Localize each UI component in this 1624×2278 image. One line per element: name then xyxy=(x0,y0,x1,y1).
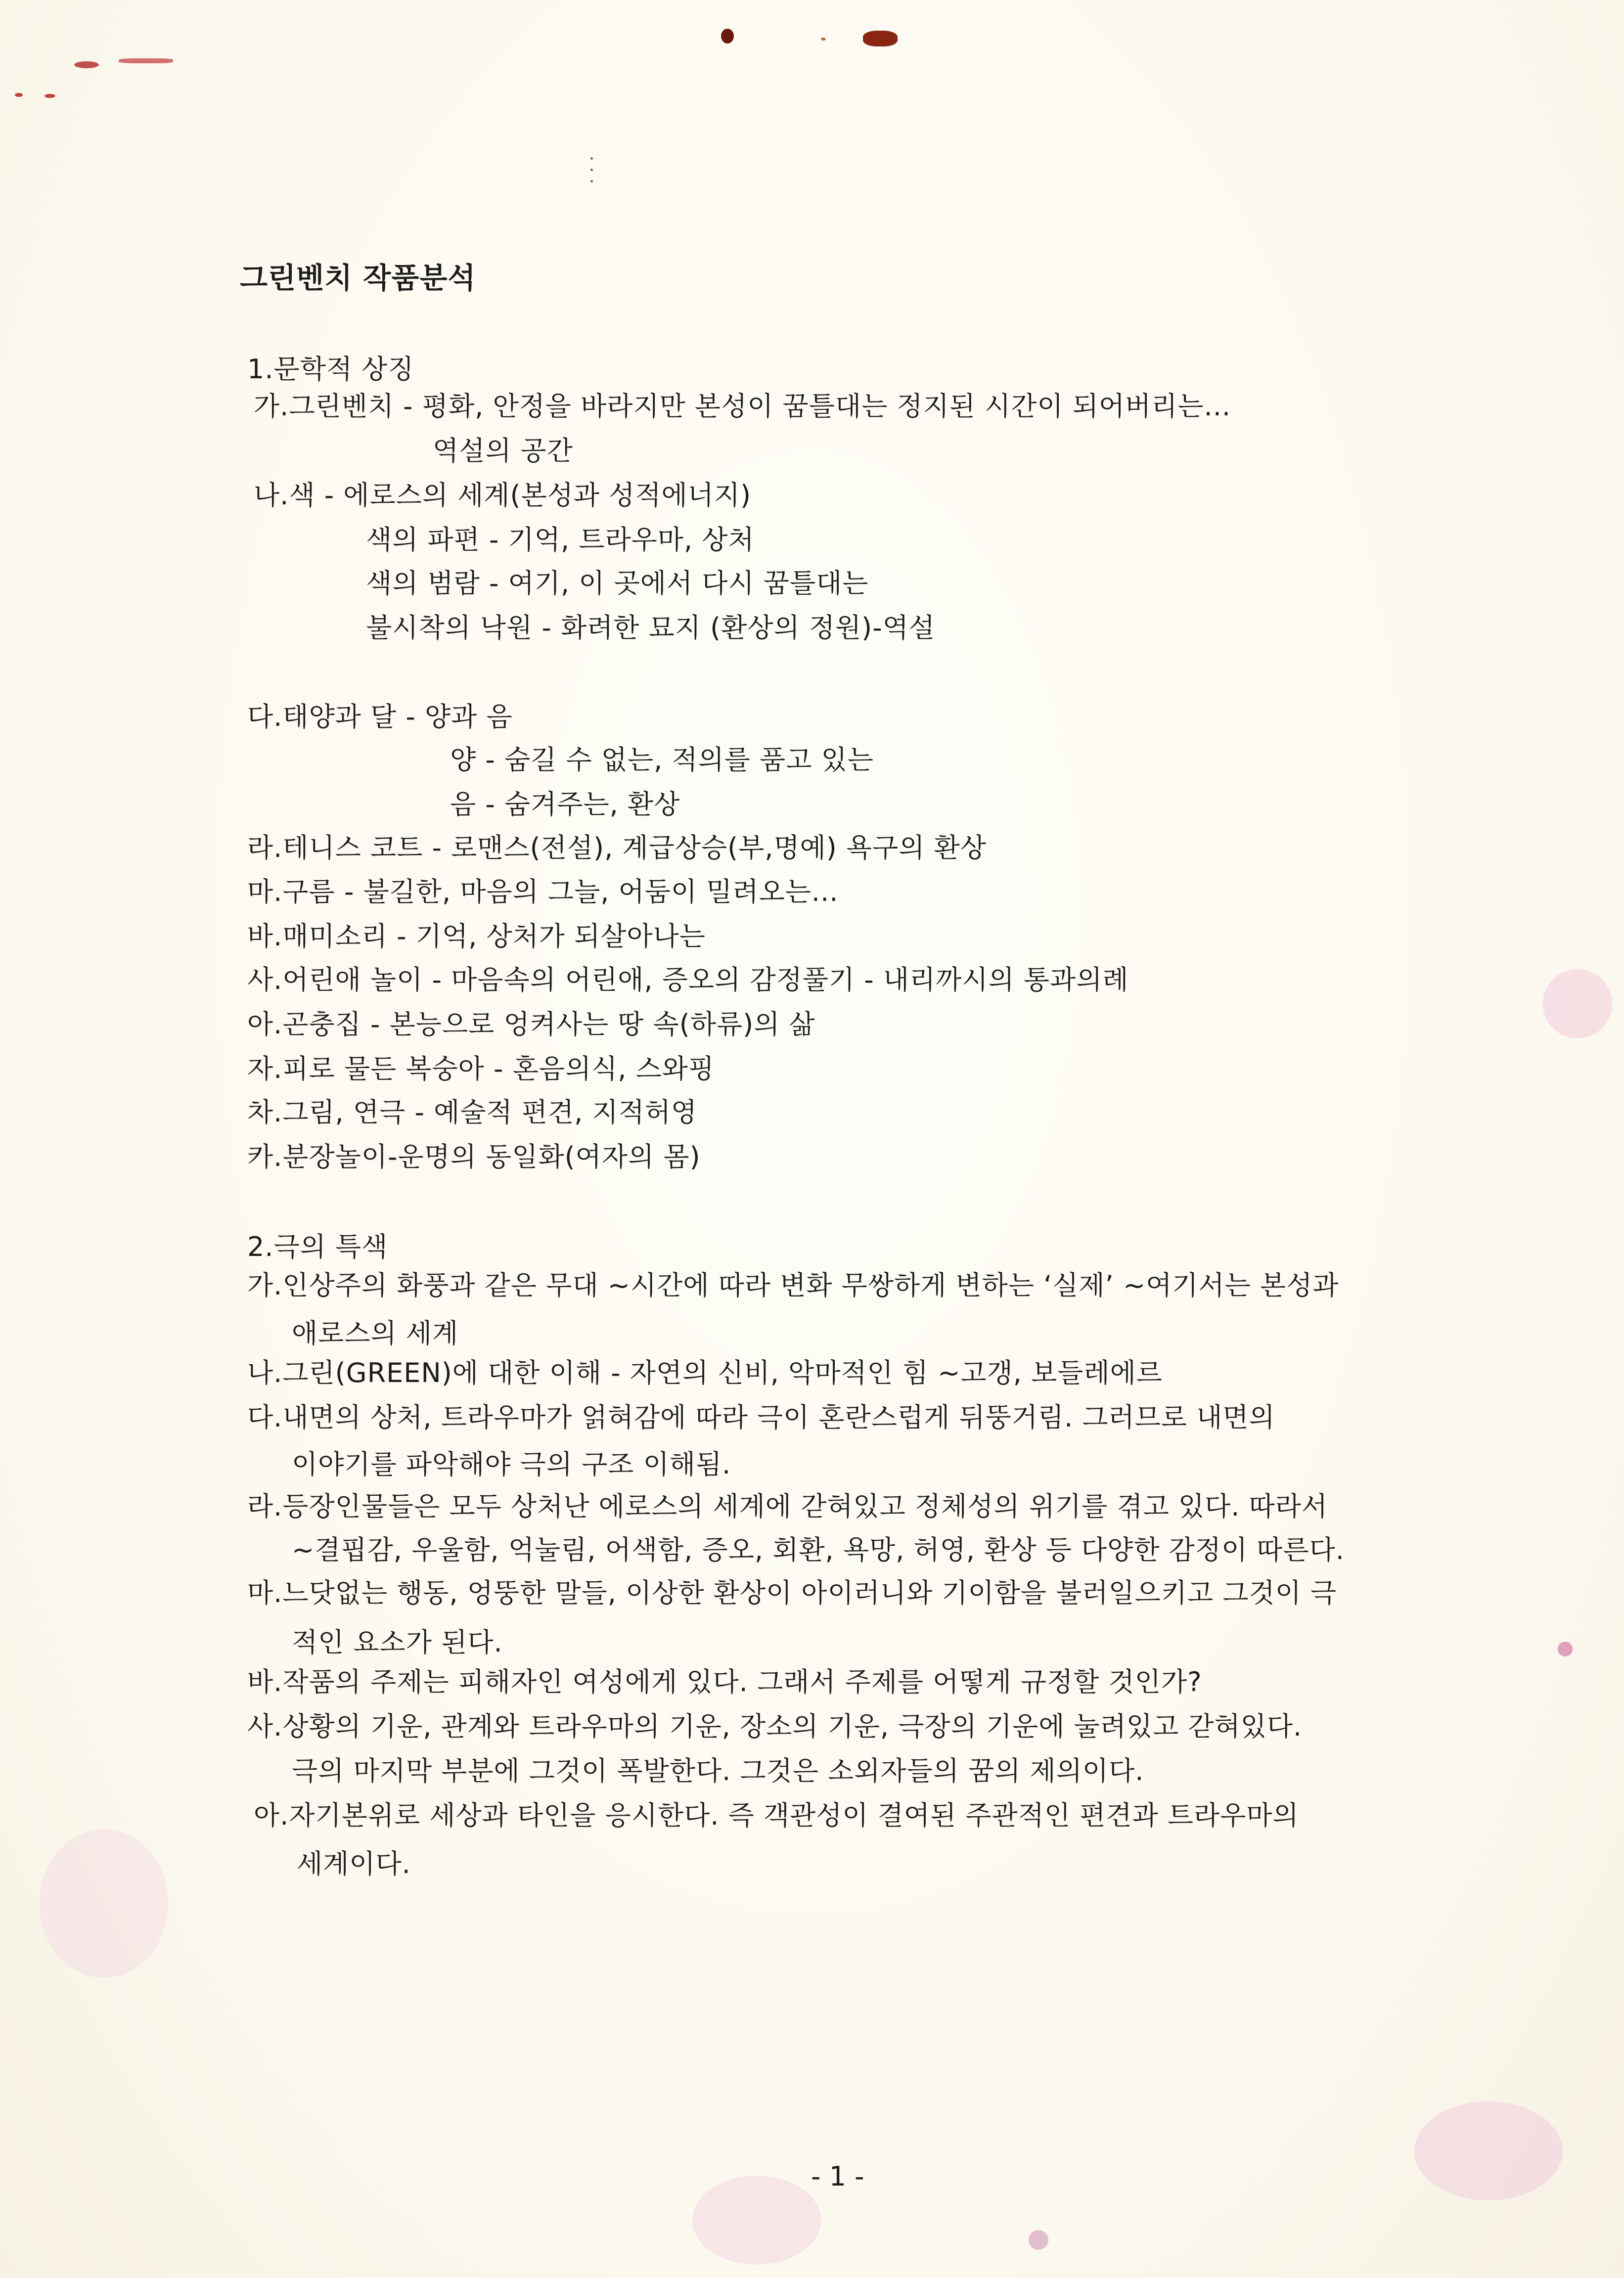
text-line: 라.테니스 코트 - 로맨스(전설), 계급상승(부,명예) 욕구의 환상 xyxy=(247,832,987,863)
text-line: 가.인상주의 화풍과 같은 무대 ~시간에 따라 변화 무쌍하게 변하는 ‘실제’ ~여기서는 본성과 xyxy=(247,1270,1339,1301)
text-line: 2.극의 특색 xyxy=(247,1231,388,1262)
text-line: 사.어린애 놀이 - 마음속의 어린애, 증오의 감정풀기 - 내리까시의 통과의례 xyxy=(247,964,1129,995)
text-line: 양 - 숨길 수 없는, 적의를 품고 있는 xyxy=(450,744,874,775)
text-line: 다.내면의 상처, 트라우마가 얽혀감에 따라 극이 혼란스럽게 뒤뚱거림. 그러므로 내면의 xyxy=(247,1402,1275,1433)
text-line: 음 - 숨겨주는, 환상 xyxy=(450,789,680,820)
stain-mark xyxy=(119,58,173,63)
text-line: 카.분장놀이-운명의 동일화(여자의 몸) xyxy=(247,1141,701,1172)
text-line: 바.작품의 주제는 피해자인 여성에게 있다. 그래서 주제를 어떻게 규정할 것인가? xyxy=(247,1666,1202,1697)
text-line: 바.매미소리 - 기억, 상처가 되살아나는 xyxy=(247,921,706,952)
text-line: 나.색 - 에로스의 세계(본성과 성적에너지) xyxy=(254,480,752,511)
stain-mark xyxy=(45,94,55,98)
text-line: 이야기를 파악해야 극의 구조 이해됨. xyxy=(292,1449,731,1480)
text-line: 라.등장인물들은 모두 상처난 에로스의 세계에 갇혀있고 정체성의 위기를 겪고 있다. 따라서 xyxy=(247,1491,1328,1522)
page-number: - 1 - xyxy=(811,2161,864,2192)
text-line: 사.상황의 기운, 관계와 트라우마의 기운, 장소의 기운, 극장의 기운에 눌려있고 갇혀있다. xyxy=(247,1711,1303,1742)
text-line: 세계이다. xyxy=(297,1848,411,1879)
text-line: 마.구름 - 불길한, 마음의 그늘, 어둠이 밀려오는... xyxy=(247,876,839,907)
text-line: 마.느닷없는 행동, 엉뚱한 말들, 이상한 환상이 아이러니와 기이함을 불러일으키고 그것이 극 xyxy=(247,1577,1337,1608)
text-line: 아.자기본위로 세상과 타인을 응시한다. 즉 객관성이 결여된 주관적인 편견과 트라우마의 xyxy=(254,1800,1299,1831)
text-line: 다.태양과 달 - 양과 음 xyxy=(247,701,513,732)
document-title: 그린벤치 작품분석 xyxy=(240,261,476,295)
stain-mark xyxy=(821,38,826,41)
text-line: 자.피로 물든 복숭아 - 혼음의식, 스와핑 xyxy=(247,1053,715,1084)
text-line: 극의 마지막 부분에 그것이 폭발한다. 그것은 소외자들의 꿈의 제의이다. xyxy=(292,1755,1144,1787)
stain-mark xyxy=(692,2176,821,2265)
text-line: 적인 요소가 된다. xyxy=(292,1627,503,1658)
stain-mark xyxy=(1029,2230,1048,2250)
stain-mark xyxy=(1543,969,1612,1038)
stain-mark xyxy=(1558,1642,1573,1656)
stain-mark xyxy=(40,1830,168,1978)
stain-mark xyxy=(15,93,23,97)
text-line: 나.그린(GREEN)에 대한 이해 - 자연의 신비, 악마적인 힘 ~고갱, 보들레에르 xyxy=(247,1357,1163,1388)
text-line: 역설의 공간 xyxy=(433,435,573,466)
text-line: 불시착의 낙원 - 화려한 묘지 (환상의 정원)-역설 xyxy=(366,612,936,643)
text-line: 가.그린벤치 - 평화, 안정을 바라지만 본성이 꿈틀대는 정지된 시간이 되어버리는... xyxy=(254,391,1231,422)
stain-mark xyxy=(1414,2101,1563,2200)
text-line: 아.곤충집 - 본능으로 엉켜사는 땅 속(하류)의 삶 xyxy=(247,1009,815,1040)
stain-mark xyxy=(721,29,734,44)
text-line: 색의 파편 - 기억, 트라우마, 상처 xyxy=(366,524,755,555)
text-line: 차.그림, 연극 - 예술적 편견, 지적허영 xyxy=(247,1097,698,1128)
text-line: 1.문학적 상징 xyxy=(247,354,414,385)
scan-dots xyxy=(590,157,593,191)
text-line: 색의 범람 - 여기, 이 곳에서 다시 꿈틀대는 xyxy=(366,568,869,599)
stain-mark xyxy=(863,31,898,46)
text-line: 애로스의 세계 xyxy=(292,1318,459,1349)
stain-mark xyxy=(74,61,99,68)
text-line: ~결핍감, 우울함, 억눌림, 어색함, 증오, 회환, 욕망, 허영, 환상 등 다양한 감정이 따른다. xyxy=(292,1534,1345,1565)
